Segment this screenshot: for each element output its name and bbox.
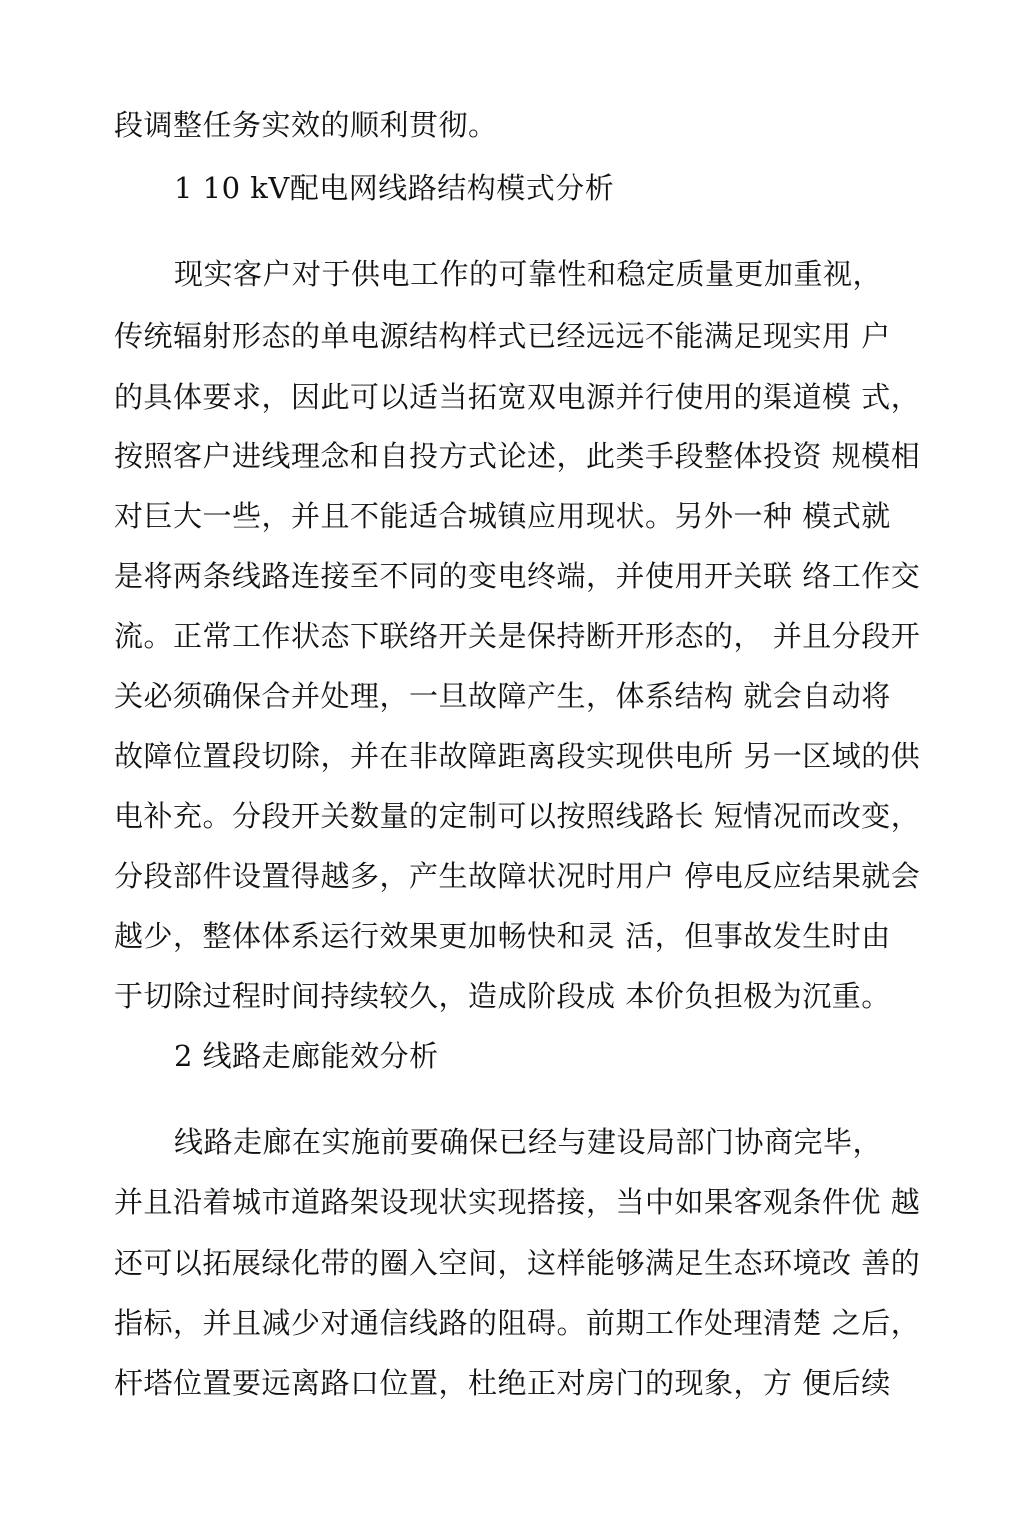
- paragraph-line: 传统辐射形态的单电源结构样式已经远远不能满足现实用 户: [114, 319, 891, 353]
- paragraph-line: 线路走廊在实施前要确保已经与建设局部门协商完毕，: [174, 1125, 883, 1159]
- section-heading: 2 线路走廊能效分析: [174, 1039, 439, 1073]
- paragraph-line: 按照客户进线理念和自投方式论述，此类手段整体投资 规模相: [114, 439, 921, 473]
- paragraph-line: 段调整任务实效的顺利贯彻。: [114, 108, 498, 142]
- paragraph-line: 故障位置段切除，并在非故障距离段实现供电所 另一区域的供: [114, 739, 921, 773]
- paragraph-line: 还可以拓展绿化带的圈入空间，这样能够满足生态环境改 善的: [114, 1246, 921, 1280]
- paragraph-line: 越少，整体体系运行效果更加畅快和灵 活，但事故发生时由: [114, 919, 891, 953]
- paragraph-line: 于切除过程时间持续较久，造成阶段成 本价负担极为沉重。: [114, 979, 891, 1013]
- paragraph-line: 杆塔位置要远离路口位置，杜绝正对房门的现象，方 便后续: [114, 1366, 891, 1400]
- paragraph-line: 指标，并且减少对通信线路的阻碍。前期工作处理清楚 之后，: [114, 1306, 921, 1340]
- paragraph-line: 并且沿着城市道路架设现状实现搭接，当中如果客观条件优 越: [114, 1185, 921, 1219]
- section-heading: 1 10 kV配电网线路结构模式分析: [174, 171, 615, 205]
- paragraph-line: 关必须确保合并处理，一旦故障产生，体系结构 就会自动将: [114, 679, 891, 713]
- paragraph-line: 对巨大一些，并且不能适合城镇应用现状。另外一种 模式就: [114, 499, 891, 533]
- paragraph-line: 流。正常工作状态下联络开关是保持断开形态的， 并且分段开: [114, 619, 921, 653]
- paragraph-line: 分段部件设置得越多，产生故障状况时用户 停电反应结果就会: [114, 859, 921, 893]
- paragraph-line: 电补充。分段开关数量的定制可以按照线路长 短情况而改变，: [114, 799, 921, 833]
- paragraph-line: 的具体要求，因此可以适当拓宽双电源并行使用的渠道模 式，: [114, 380, 921, 414]
- paragraph-line: 是将两条线路连接至不同的变电终端，并使用开关联 络工作交: [114, 559, 921, 593]
- paragraph-line: 现实客户对于供电工作的可靠性和稳定质量更加重视，: [174, 257, 883, 291]
